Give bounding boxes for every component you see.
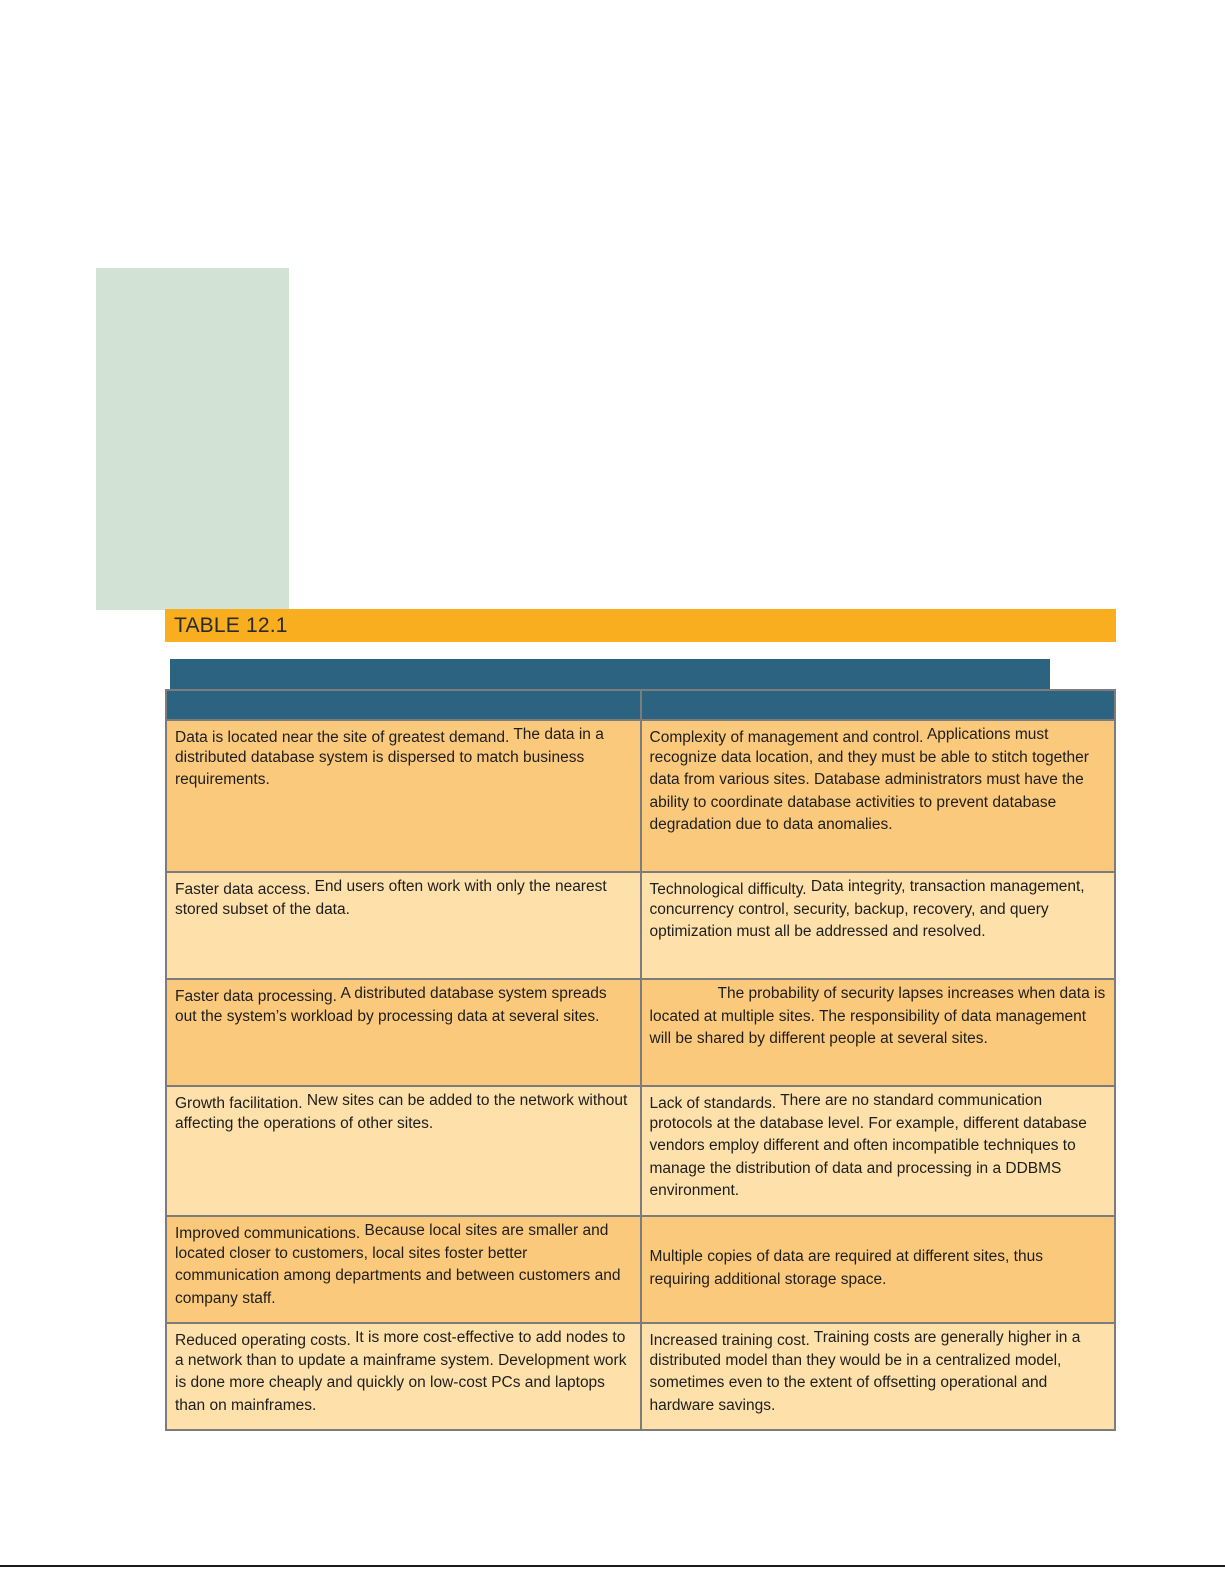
advantages-header — [166, 690, 641, 720]
advantage-desc: Because local sites are smaller and located closer to customers, local sites foster better communication among departments and between customers and company staff. — [175, 1222, 621, 1307]
disadvantage-desc: The probability of security lapses increases when data is located at multiple sites. The responsibility of data management will be shared by different people at several sites. — [649, 985, 1106, 1047]
advantage-cell — [166, 872, 641, 979]
advantage-lead: Reduced operating costs. — [175, 1332, 351, 1349]
table-row — [166, 1323, 1115, 1430]
disadvantage-cell — [641, 1086, 1116, 1216]
disadvantages-header — [641, 690, 1116, 720]
advantage-desc: The data in a distributed database system is dispersed to match business requirements. — [175, 726, 604, 788]
disadvantage-cell — [641, 1216, 1116, 1323]
disadvantage-desc: Training costs are generally higher in a distributed model than they would be in a centralized model, sometimes even to the extent of offsetting operational and hardware savings. — [649, 1329, 1081, 1414]
advantage-desc: It is more cost-effective to add nodes to a network than to update a mainframe system. Development work is done more cheaply and quickly on low-cost PCs and laptops than on mainframes. — [175, 1329, 627, 1414]
advantage-lead: Faster data processing. — [175, 988, 337, 1005]
advantage-cell — [166, 979, 641, 1086]
table-number: TABLE 12.1 — [174, 614, 288, 637]
disadvantage-cell — [641, 979, 1116, 1086]
advantage-lead: Data is located near the site of greatest demand. — [175, 729, 510, 746]
disadvantage-cell — [641, 720, 1116, 872]
table-header-row — [166, 690, 1115, 720]
advantage-lead: Growth facilitation. — [175, 1095, 303, 1112]
disadvantage-desc: There are no standard communication protocols at the database level. For example, different database vendors employ different and often incompatible techniques to manage the distribution of data and processing in a DDBMS environment. — [649, 1092, 1087, 1199]
advantage-cell — [166, 1216, 641, 1323]
table-row — [166, 872, 1115, 979]
table-row — [166, 979, 1115, 1086]
disadvantage-lead: Complexity of management and control. — [649, 729, 924, 746]
page-bottom-rule — [0, 1565, 1225, 1567]
advantage-cell — [166, 720, 641, 872]
disadvantage-desc: Applications must recognize data location, and they must be able to stitch together data from various sites. Database administrators must have the ability to coordinate database activities to prevent database degradation due to data anomalies. — [649, 726, 1089, 833]
disadvantage-cell — [641, 1323, 1116, 1430]
advantage-desc: End users often work with only the nearest stored subset of the data. — [175, 878, 607, 918]
table-row — [166, 1086, 1115, 1216]
advantage-desc: A distributed database system spreads out the system’s workload by processing data at several sites. — [175, 985, 607, 1025]
advantage-cell — [166, 1323, 641, 1430]
table-row — [166, 720, 1115, 872]
advantage-desc: New sites can be added to the network without affecting the operations of other sites. — [175, 1092, 628, 1132]
disadvantage-desc: Data integrity, transaction management, concurrency control, security, backup, recovery, and query optimization must all be addressed and resolved. — [649, 878, 1085, 940]
disadvantage-lead: Increased training cost. — [649, 1332, 810, 1349]
table-title-bar — [170, 659, 1050, 689]
distributed-db-table — [165, 689, 1116, 1431]
advantage-lead: Improved communications. — [175, 1225, 361, 1242]
disadvantage-cell — [641, 872, 1116, 979]
disadvantage-desc: Multiple copies of data are required at different sites, thus requiring additional storage space. — [649, 1248, 1043, 1288]
disadvantage-lead: Technological difficulty. — [649, 881, 807, 898]
advantage-lead: Faster data access. — [175, 881, 311, 898]
advantage-cell — [166, 1086, 641, 1216]
table-number-banner — [165, 609, 1116, 642]
disadvantage-lead: Lack of standards. — [649, 1095, 777, 1112]
decorative-side-block — [96, 268, 289, 610]
table-row — [166, 1216, 1115, 1323]
